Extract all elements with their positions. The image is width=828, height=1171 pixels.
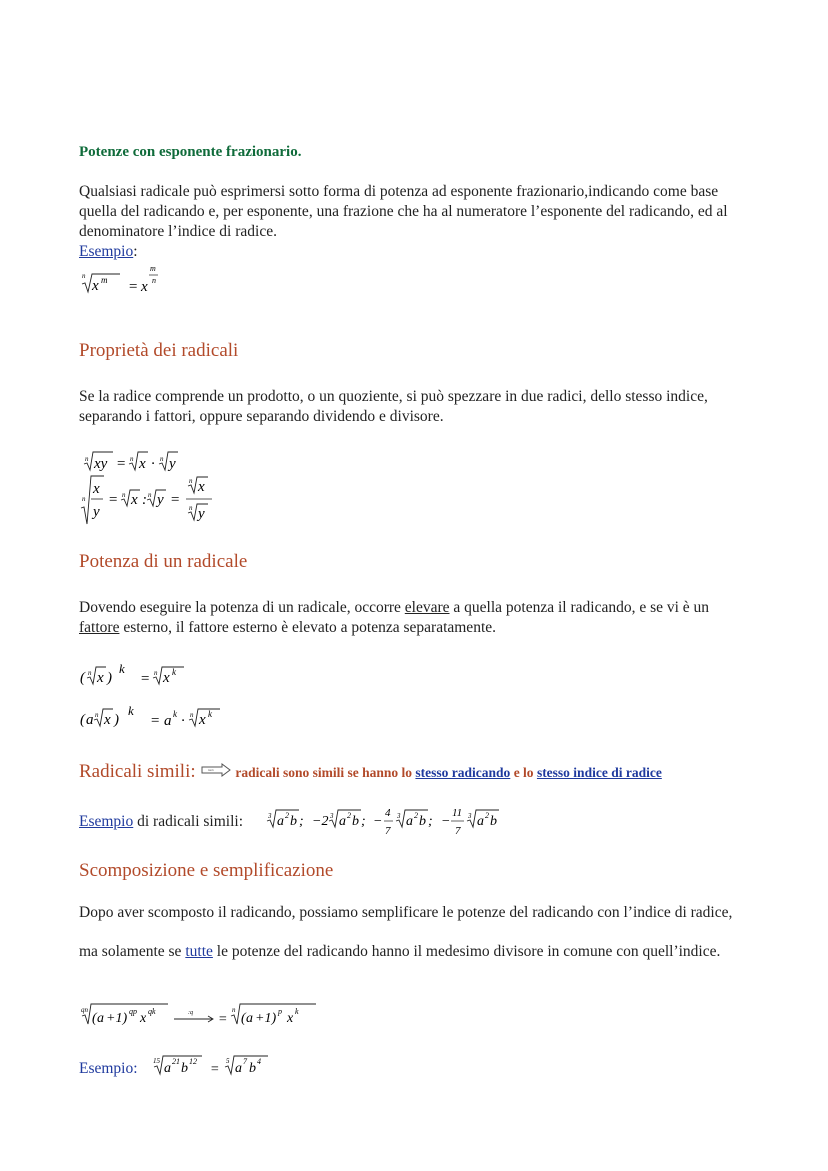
svg-text:−2: −2 bbox=[312, 814, 329, 829]
paragraph-decomposition-2 bbox=[79, 942, 749, 962]
svg-text:qn: qn bbox=[81, 1006, 88, 1014]
svg-text:−: − bbox=[441, 814, 451, 829]
svg-text:x: x bbox=[131, 492, 138, 508]
svg-text:a: a bbox=[339, 814, 346, 829]
svg-text:4: 4 bbox=[385, 807, 391, 819]
formula-quotient-root bbox=[80, 474, 230, 533]
svg-text:(: ( bbox=[80, 670, 85, 686]
svg-text:·: · bbox=[151, 456, 155, 472]
svg-text:n: n bbox=[130, 455, 134, 463]
svg-text:x: x bbox=[92, 278, 99, 294]
svg-text:n: n bbox=[95, 711, 99, 719]
svg-text:): ) bbox=[107, 670, 112, 686]
svg-text:x: x bbox=[97, 670, 104, 686]
arrow-icon bbox=[201, 763, 231, 783]
svg-text:a: a bbox=[164, 713, 172, 729]
text-fragment: a quella potenza il radicando, e se vi è un bbox=[449, 599, 710, 616]
similar-radicals-line bbox=[79, 762, 779, 783]
svg-text:n: n bbox=[189, 504, 193, 512]
svg-text:a: a bbox=[477, 814, 484, 829]
svg-text:;: ; bbox=[428, 814, 433, 829]
svg-text:=: = bbox=[150, 713, 161, 729]
svg-text:21: 21 bbox=[172, 1057, 180, 1066]
svg-text:n: n bbox=[189, 477, 193, 485]
svg-text:2: 2 bbox=[285, 811, 289, 820]
formula-similar-radicals bbox=[263, 806, 513, 847]
arrow-label: ⁿᵘᵐ bbox=[207, 769, 214, 775]
svg-text:k: k bbox=[119, 661, 125, 676]
svg-text:5: 5 bbox=[226, 1057, 230, 1065]
svg-text:n: n bbox=[154, 669, 158, 677]
svg-text:n: n bbox=[122, 491, 126, 499]
paragraph-fractional-exponent: Qualsiasi radicale può esprimersi sotto forma di potenza ad esponente frazionario,indicando come base quella del radicando e, per esponente, una frazione che ha al numeratore l’esponente del radicando, ed al denominatore l’indice di radice. bbox=[79, 183, 728, 240]
svg-text:=: = bbox=[116, 456, 127, 472]
rule-same-radicand: stesso radicando bbox=[415, 765, 511, 780]
svg-text:n: n bbox=[232, 1006, 236, 1014]
svg-text:b: b bbox=[490, 814, 497, 829]
formula-power-radical-1 bbox=[80, 660, 200, 693]
rule-text: e lo bbox=[510, 765, 537, 780]
svg-text:(: ( bbox=[80, 712, 85, 728]
svg-text:7: 7 bbox=[385, 825, 391, 837]
svg-text:x: x bbox=[198, 479, 205, 495]
svg-text:n: n bbox=[85, 455, 89, 463]
svg-text:a: a bbox=[97, 1011, 104, 1026]
rule-same-index: stesso indice di radice bbox=[536, 765, 662, 780]
example-link-2[interactable]: Esempio bbox=[79, 813, 134, 830]
svg-text:x: x bbox=[287, 1011, 294, 1026]
formula-power-radical-2 bbox=[80, 702, 230, 735]
example-label-3: Esempio: bbox=[79, 1060, 138, 1077]
svg-text:x: x bbox=[93, 481, 100, 497]
svg-text:2: 2 bbox=[347, 811, 351, 820]
svg-text:3: 3 bbox=[330, 812, 334, 820]
svg-text:x: x bbox=[163, 670, 170, 686]
svg-text:15: 15 bbox=[153, 1057, 160, 1065]
svg-text:=: = bbox=[210, 1062, 220, 1077]
svg-text:=: = bbox=[140, 671, 151, 687]
example-colon: : bbox=[133, 243, 138, 260]
svg-text:y: y bbox=[93, 504, 100, 520]
svg-text:·: · bbox=[181, 713, 185, 729]
svg-text:−: − bbox=[373, 814, 383, 829]
svg-text:+1): +1) bbox=[106, 1011, 128, 1026]
svg-text:k: k bbox=[173, 709, 177, 719]
svg-text:n: n bbox=[152, 276, 156, 285]
section-title-decomposition: Scomposizione e semplificazione bbox=[79, 860, 334, 881]
svg-text:=: = bbox=[170, 492, 181, 508]
svg-text:(: ( bbox=[92, 1011, 97, 1026]
paragraph-properties: Se la radice comprende un prodotto, o un quoziente, si può spezzare in due radici, dello stesso indice, separando i fattori, oppure separando dividendo e divisore. bbox=[79, 388, 708, 425]
underlined-tutte[interactable]: tutte bbox=[185, 943, 213, 960]
section-title-fractional-exponent: Potenze con esponente frazionario. bbox=[79, 144, 302, 160]
underlined-elevare: elevare bbox=[404, 599, 450, 616]
text-fragment: esterno, il fattore esterno è elevato a potenza separatamente. bbox=[119, 619, 497, 636]
svg-text:3: 3 bbox=[468, 812, 472, 820]
svg-text:n: n bbox=[82, 272, 86, 280]
example-line-1 bbox=[79, 242, 749, 262]
svg-text:4: 4 bbox=[257, 1057, 261, 1066]
svg-text:+1): +1) bbox=[255, 1011, 277, 1026]
arrow-label-q: :q bbox=[188, 1010, 193, 1016]
paragraph-decomposition-1: Dopo aver scomposto il radicando, possiamo semplificare le potenze del radicando con l’indice di radice, bbox=[79, 904, 733, 921]
svg-text:12: 12 bbox=[189, 1057, 197, 1066]
svg-text:a: a bbox=[246, 1011, 253, 1026]
svg-text:11: 11 bbox=[452, 807, 463, 819]
svg-text:b: b bbox=[419, 814, 426, 829]
svg-text:m: m bbox=[150, 264, 156, 273]
svg-text:3: 3 bbox=[268, 812, 272, 820]
svg-text:a: a bbox=[86, 712, 94, 728]
svg-text:a: a bbox=[235, 1061, 242, 1076]
svg-text:xy: xy bbox=[94, 456, 108, 472]
svg-text:2: 2 bbox=[485, 811, 489, 820]
section-title-properties: Proprietà dei radicali bbox=[79, 340, 239, 361]
example-text: di radicali simili: bbox=[133, 813, 244, 830]
svg-text:;: ; bbox=[361, 814, 366, 829]
formula-simplification-example bbox=[150, 1052, 280, 1085]
svg-text::: : bbox=[142, 492, 147, 508]
svg-text:k: k bbox=[128, 703, 134, 718]
svg-text:y: y bbox=[169, 456, 176, 472]
svg-text:n: n bbox=[148, 491, 152, 499]
svg-text:n: n bbox=[82, 495, 86, 503]
svg-text:7: 7 bbox=[455, 825, 461, 837]
svg-text:k: k bbox=[208, 709, 212, 719]
svg-text:n: n bbox=[88, 669, 92, 677]
svg-text:=: = bbox=[108, 492, 119, 508]
svg-text:x: x bbox=[104, 712, 111, 728]
svg-text:x: x bbox=[139, 456, 146, 472]
svg-text:;: ; bbox=[299, 814, 304, 829]
svg-text:a: a bbox=[164, 1061, 171, 1076]
formula-fractional-exponent bbox=[78, 262, 178, 303]
section-title-similar-radicals: Radicali simili: bbox=[79, 761, 196, 782]
svg-text:b: b bbox=[352, 814, 359, 829]
text-fragment: Dovendo eseguire la potenza di un radicale, occorre bbox=[79, 599, 405, 616]
example-link-1[interactable]: Esempio bbox=[79, 243, 134, 260]
svg-text:3: 3 bbox=[397, 812, 401, 820]
rule-text: radicali sono simili se hanno lo bbox=[235, 765, 416, 780]
svg-text:7: 7 bbox=[243, 1057, 247, 1066]
svg-text:m: m bbox=[101, 275, 108, 285]
svg-text:qp: qp bbox=[129, 1007, 137, 1016]
svg-text:a: a bbox=[406, 814, 413, 829]
section-title-power-of-radical: Potenza di un radicale bbox=[79, 551, 248, 572]
svg-text:b: b bbox=[181, 1061, 188, 1076]
svg-text:x: x bbox=[141, 279, 148, 295]
svg-text:(: ( bbox=[241, 1011, 246, 1026]
svg-text:k: k bbox=[172, 667, 176, 677]
svg-text:): ) bbox=[114, 712, 119, 728]
svg-text:=: = bbox=[128, 279, 139, 295]
paragraph-power-of-radical bbox=[79, 598, 749, 638]
formula-simplification bbox=[80, 1000, 330, 1035]
svg-text:x: x bbox=[140, 1011, 147, 1026]
svg-text:n: n bbox=[160, 455, 164, 463]
text-fragment: ma solamente se bbox=[79, 943, 186, 960]
svg-text:a: a bbox=[277, 814, 284, 829]
svg-text:k: k bbox=[295, 1007, 299, 1016]
svg-text:b: b bbox=[249, 1061, 256, 1076]
svg-text:qk: qk bbox=[148, 1007, 156, 1016]
text-fragment: le potenze del radicando hanno il medesimo divisore in comune con quell’indice. bbox=[212, 943, 721, 960]
svg-text:y: y bbox=[157, 492, 164, 508]
underlined-fattore: fattore bbox=[79, 619, 120, 636]
svg-text:b: b bbox=[290, 814, 297, 829]
svg-text:=: = bbox=[218, 1012, 228, 1027]
svg-text:x: x bbox=[199, 712, 206, 728]
svg-text:y: y bbox=[198, 506, 205, 522]
svg-text:p: p bbox=[278, 1007, 282, 1016]
svg-text:n: n bbox=[190, 711, 194, 719]
svg-text:2: 2 bbox=[414, 811, 418, 820]
